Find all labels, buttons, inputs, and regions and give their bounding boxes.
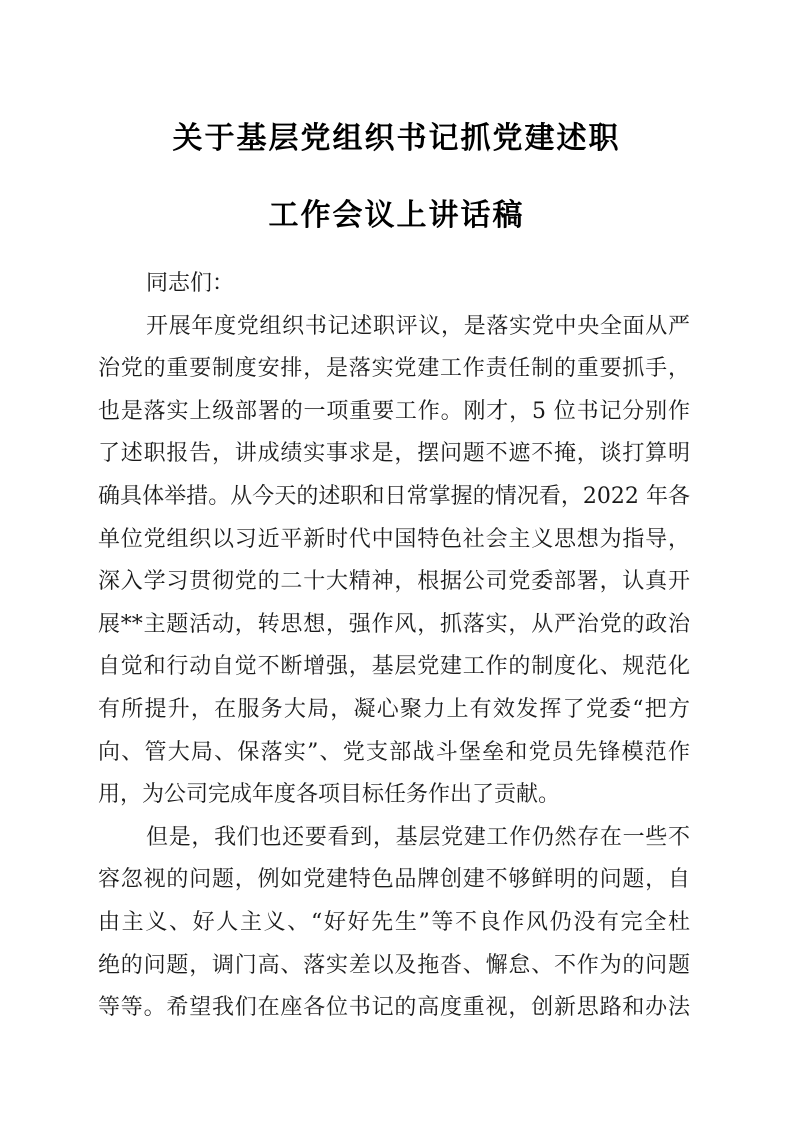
body-line: 了述职报告，讲成绩实事求是，摆问题不遮不掩，谈打算明 bbox=[98, 441, 690, 467]
body-line: 自觉和行动自觉不断增强，基层党建工作的制度化、规范化 bbox=[98, 654, 690, 680]
body-line: 但是，我们也还要看到，基层党建工作仍然存在一些不 bbox=[146, 824, 690, 850]
body-line: 也是落实上级部署的一项重要工作。刚才，5 位书记分别作 bbox=[98, 398, 690, 424]
body-line: 有所提升，在服务大局，凝心聚力上有效发挥了党委“把方 bbox=[98, 696, 690, 722]
body-line: 等等。希望我们在座各位书记的高度重视，创新思路和办法 bbox=[98, 995, 690, 1021]
body-line: 深入学习贯彻党的二十大精神，根据公司党委部署，认真开 bbox=[98, 569, 690, 595]
body-line: 用，为公司完成年度各项目标任务作出了贡献。 bbox=[98, 782, 561, 808]
document-body bbox=[98, 263, 690, 1030]
title-line-1: 关于基层党组织书记抓党建述职 bbox=[172, 121, 621, 156]
body-line: 绝的问题，调门高、落实差以及拖沓、懈怠、不作为的问题 bbox=[98, 952, 690, 978]
body-line: 由主义、好人主义、“好好先生”等不良作风仍没有完全杜 bbox=[98, 909, 690, 935]
body-line: 同志们： bbox=[146, 271, 235, 296]
document-title bbox=[0, 0, 793, 254]
body-line: 单位党组织以习近平新时代中国特色社会主义思想为指导， bbox=[98, 526, 690, 552]
body-line: 向、管大局、保落实”、党支部战斗堡垒和党员先锋模范作 bbox=[98, 739, 690, 765]
body-line: 确具体举措。从今天的述职和日常掌握的情况看，2022 年各 bbox=[98, 483, 690, 509]
body-line: 开展年度党组织书记述职评议，是落实党中央全面从严 bbox=[146, 313, 690, 339]
body-line: 容忽视的问题，例如党建特色品牌创建不够鲜明的问题，自 bbox=[98, 867, 690, 893]
title-line-2: 工作会议上讲话稿 bbox=[268, 198, 525, 233]
body-line: 展**主题活动，转思想，强作风，抓落实，从严治党的政治 bbox=[98, 611, 690, 637]
body-line: 治党的重要制度安排，是落实党建工作责任制的重要抓手， bbox=[98, 356, 690, 382]
